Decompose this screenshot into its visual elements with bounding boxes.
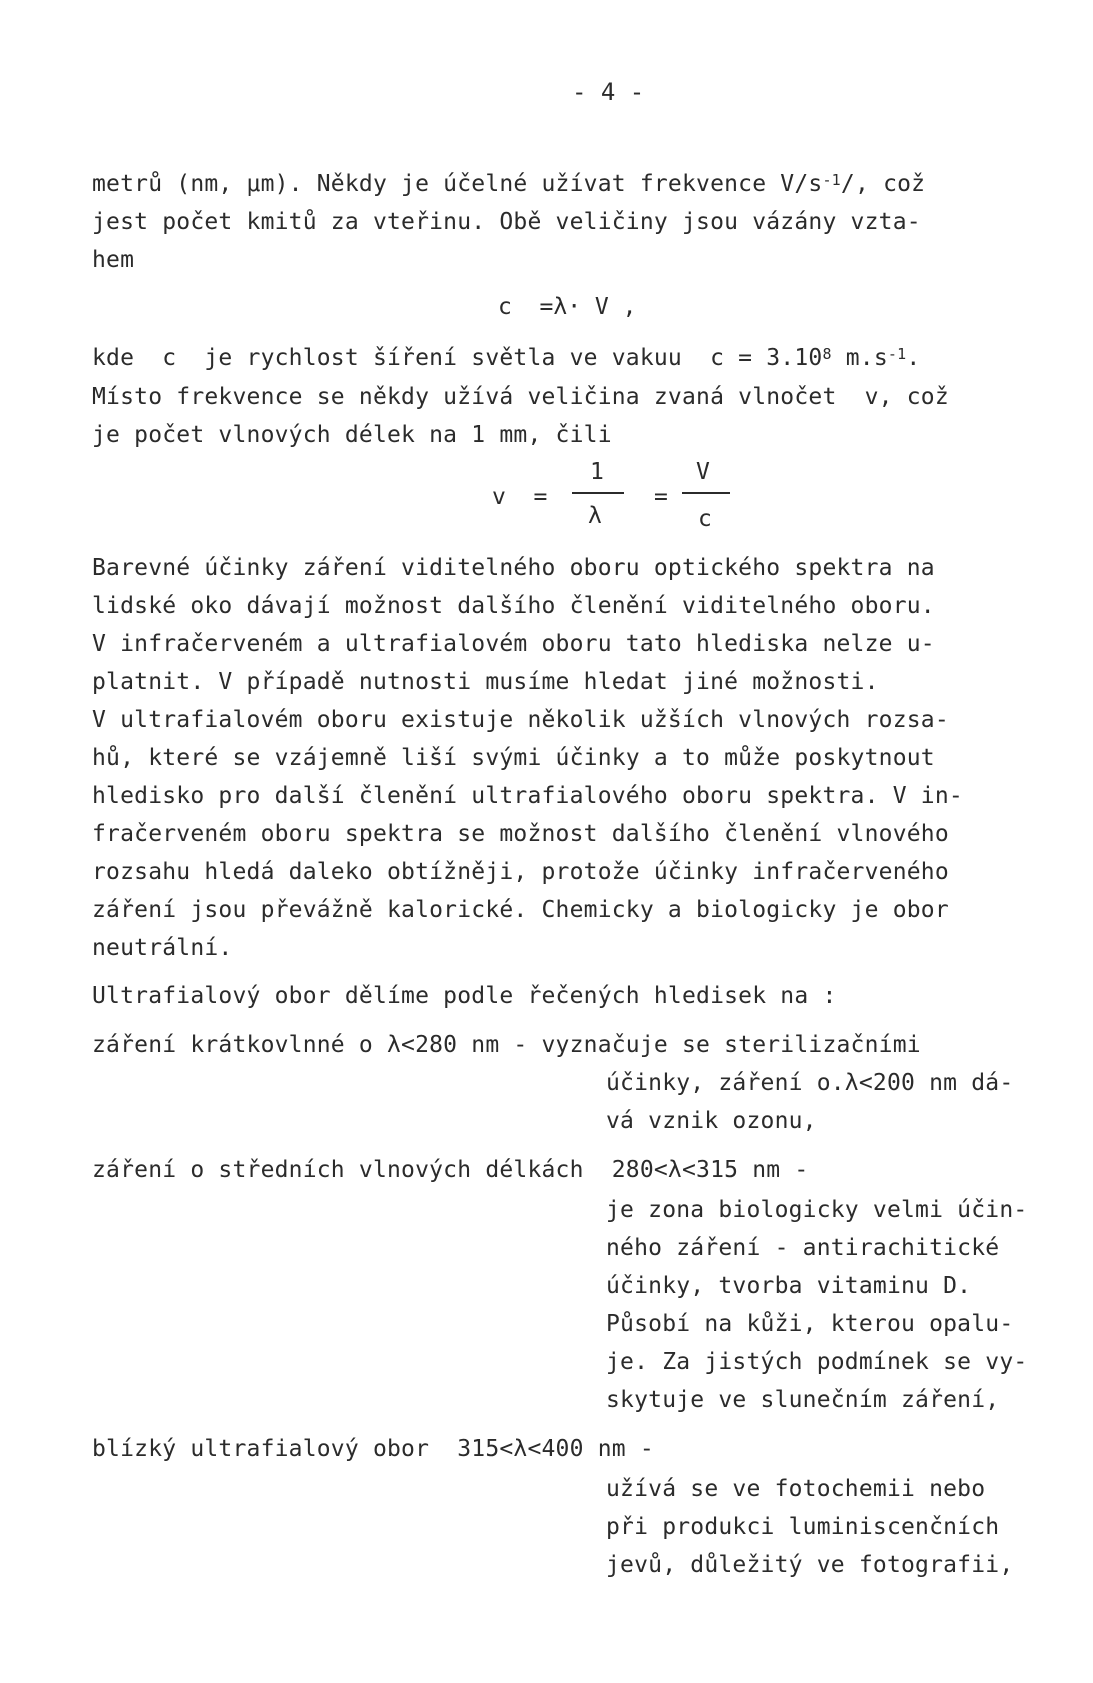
- text-line: jest počet kmitů za vteřinu. Obě veličiny jsou vázány vzta-: [92, 209, 921, 235]
- text-line: fračerveném oboru spektra se možnost dalšího členění vlnového: [92, 821, 949, 847]
- text-segment: kde c je rychlost šíření světla ve vakuu c = 3.10: [92, 345, 823, 371]
- equals-sign: =: [654, 484, 668, 510]
- text-line: [92, 170, 925, 198]
- list-item-desc: účinky, tvorba vitaminu D.: [606, 1273, 972, 1299]
- text-line: platnit. V případě nutnosti musíme hledat jiné možnosti.: [92, 669, 879, 695]
- superscript: -1: [887, 345, 907, 363]
- text-line: V infračerveném a ultrafialovém oboru tato hlediska nelze u-: [92, 631, 935, 657]
- text-line: Místo frekvence se někdy užívá veličina zvaná vlnočet v, což: [92, 384, 949, 410]
- page-number: - 4 -: [572, 78, 645, 106]
- list-item-desc: Působí na kůži, kterou opalu-: [606, 1311, 1014, 1337]
- text-segment: .: [906, 345, 921, 371]
- text-line: rozsahu hledá daleko obtížněji, protože účinky infračerveného: [92, 859, 949, 885]
- text-line: hem: [92, 247, 135, 273]
- list-item-desc: při produkci luminiscenčních: [606, 1514, 1000, 1540]
- text-line: hledisko pro další členění ultrafialového oboru spektra. V in-: [92, 783, 963, 809]
- list-item-desc: užívá se ve fotochemii nebo: [606, 1476, 986, 1502]
- fraction-numerator: 1: [590, 459, 604, 485]
- fraction-denominator: c: [698, 506, 712, 532]
- text-segment: metrů (nm, μm). Někdy je účelné užívat frekvence V/s: [92, 171, 823, 197]
- text-line: neutrální.: [92, 935, 233, 961]
- fraction-bar: [572, 492, 624, 494]
- text-line: hů, které se vzájemně liší svými účinky a to může poskytnout: [92, 745, 935, 771]
- list-item-desc: skytuje ve slunečním záření,: [606, 1387, 1000, 1413]
- list-item-desc: je zona biologicky velmi účin-: [606, 1197, 1028, 1223]
- formula-speed-of-light: c =λ· V ,: [498, 294, 637, 320]
- list-item-head: záření krátkovlnné o λ<280 nm - vyznačuje se sterilizačními: [92, 1032, 921, 1058]
- text-line: Barevné účinky záření viditelného oboru optického spektra na: [92, 555, 935, 581]
- text-line: záření jsou převážně kalorické. Chemicky a biologicky je obor: [92, 897, 949, 923]
- text-line: V ultrafialovém oboru existuje několik užších vlnových rozsa-: [92, 707, 949, 733]
- text-line: [92, 344, 920, 372]
- fraction-numerator: V: [696, 459, 710, 485]
- formula-lhs: v =: [492, 484, 548, 510]
- list-item-desc: účinky, záření o.λ<200 nm dá-: [606, 1070, 1014, 1096]
- list-item-desc: je. Za jistých podmínek se vy-: [606, 1349, 1028, 1375]
- text-line: Ultrafialový obor dělíme podle řečených hledisek na :: [92, 983, 837, 1009]
- text-segment: m.s: [831, 345, 888, 371]
- fraction-bar: [682, 492, 730, 494]
- list-item-desc: jevů, důležitý ve fotografii,: [606, 1552, 1014, 1578]
- list-item-head: blízký ultrafialový obor 315<λ<400 nm -: [92, 1436, 654, 1462]
- fraction-denominator: λ: [588, 503, 602, 529]
- superscript: 8: [822, 345, 832, 363]
- list-item-desc: ného záření - antirachitické: [606, 1235, 1000, 1261]
- list-item-desc: vá vznik ozonu,: [606, 1108, 817, 1134]
- text-segment: /, což: [840, 171, 926, 197]
- list-item-head: záření o středních vlnových délkách 280<λ<315 nm -: [92, 1157, 809, 1183]
- superscript: -1: [822, 171, 841, 189]
- text-line: lidské oko dávají možnost dalšího členění viditelného oboru.: [92, 593, 935, 619]
- text-line: je počet vlnových délek na 1 mm, čili: [92, 422, 612, 448]
